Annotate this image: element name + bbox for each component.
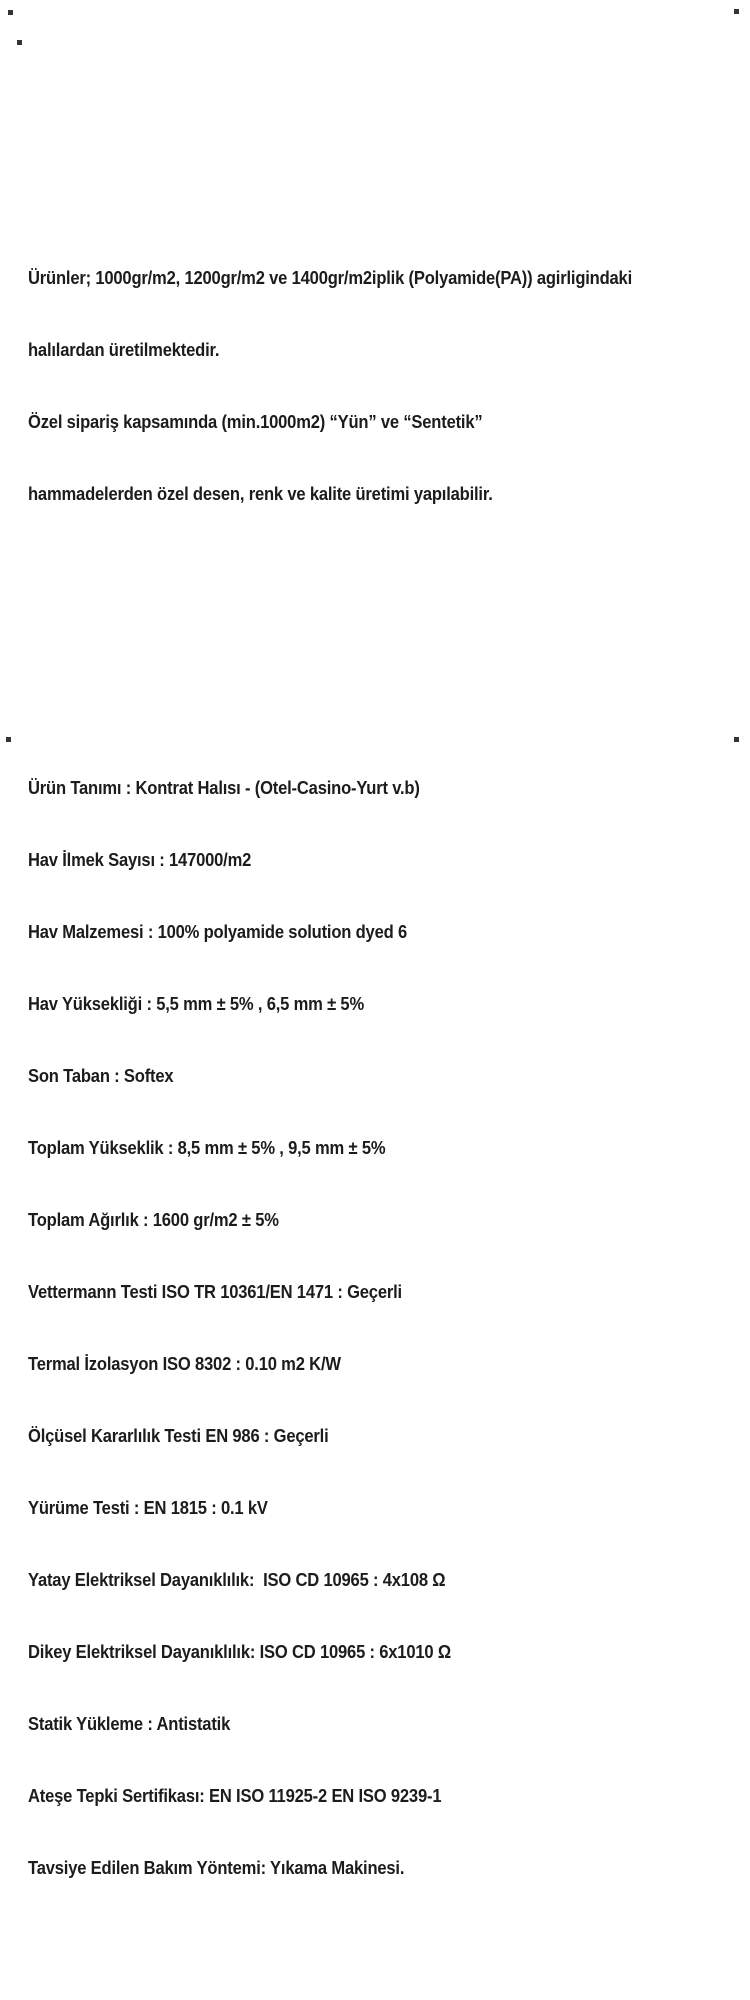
spec-line-urun-tanimi: Ürün Tanımı : Kontrat Halısı - (Otel-Casino-Yurt v.b) bbox=[28, 778, 420, 798]
paragraph-gap bbox=[28, 626, 632, 656]
corner-mark-top-right bbox=[734, 9, 739, 14]
intro-line: Ürünler; 1000gr/m2, 1200gr/m2 ve 1400gr/m2iplik (Polyamide(PA)) agirligindaki bbox=[28, 268, 633, 288]
spec-line-statik-yukleme: Statik Yükleme : Antistatik bbox=[28, 1714, 231, 1734]
corner-mark-top-left bbox=[8, 10, 13, 15]
product-spec-text bbox=[28, 146, 632, 2000]
spec-line-hav-ilmek-sayisi: Hav İlmek Sayısı : 147000/m2 bbox=[28, 850, 252, 870]
spec-line-tavsiye-bakim: Tavsiye Edilen Bakım Yöntemi: Yıkama Makinesi. bbox=[28, 1858, 405, 1878]
spec-line-yatay-elektriksel: Yatay Elektriksel Dayanıklılık: ISO CD 10965 : 4x108 Ω bbox=[28, 1570, 446, 1590]
corner-mark-bottom-left bbox=[6, 737, 11, 742]
spec-line-toplam-agirlik: Toplam Ağırlık : 1600 gr/m2 ± 5% bbox=[28, 1210, 279, 1230]
corner-mark-left-upper bbox=[17, 40, 22, 45]
spec-line-olcusel-kararlilik: Ölçüsel Kararlılık Testi EN 986 : Geçerli bbox=[28, 1426, 329, 1446]
spec-line-son-taban: Son Taban : Softex bbox=[28, 1066, 174, 1086]
intro-line: halılardan üretilmektedir. bbox=[28, 340, 220, 360]
spec-line-hav-yuksekligi: Hav Yüksekliği : 5,5 mm ± 5% , 6,5 mm ± 5% bbox=[28, 994, 364, 1014]
spec-line-atese-tepki: Ateşe Tepki Sertifikası: EN ISO 11925-2 EN ISO 9239-1 bbox=[28, 1786, 442, 1806]
intro-paragraph bbox=[28, 218, 632, 554]
intro-line: Özel sipariş kapsamında (min.1000m2) “Yün” ve “Sentetik” bbox=[28, 412, 483, 432]
spec-line-toplam-yukseklik: Toplam Yükseklik : 8,5 mm ± 5% , 9,5 mm ± 5% bbox=[28, 1138, 386, 1158]
spec-line-dikey-elektriksel: Dikey Elektriksel Dayanıklılık: ISO CD 10965 : 6x1010 Ω bbox=[28, 1642, 451, 1662]
spec-line-termal-izolasyon: Termal İzolasyon ISO 8302 : 0.10 m2 K/W bbox=[28, 1354, 341, 1374]
spec-line-hav-malzemesi: Hav Malzemesi : 100% polyamide solution dyed 6 bbox=[28, 922, 407, 942]
spec-line-yurume-testi: Yürüme Testi : EN 1815 : 0.1 kV bbox=[28, 1498, 268, 1518]
spec-line-vettermann-testi: Vettermann Testi ISO TR 10361/EN 1471 : Geçerli bbox=[28, 1282, 402, 1302]
corner-mark-bottom-right bbox=[734, 737, 739, 742]
spec-list bbox=[28, 728, 632, 1928]
intro-line: hammadelerden özel desen, renk ve kalite üretimi yapılabilir. bbox=[28, 484, 493, 504]
